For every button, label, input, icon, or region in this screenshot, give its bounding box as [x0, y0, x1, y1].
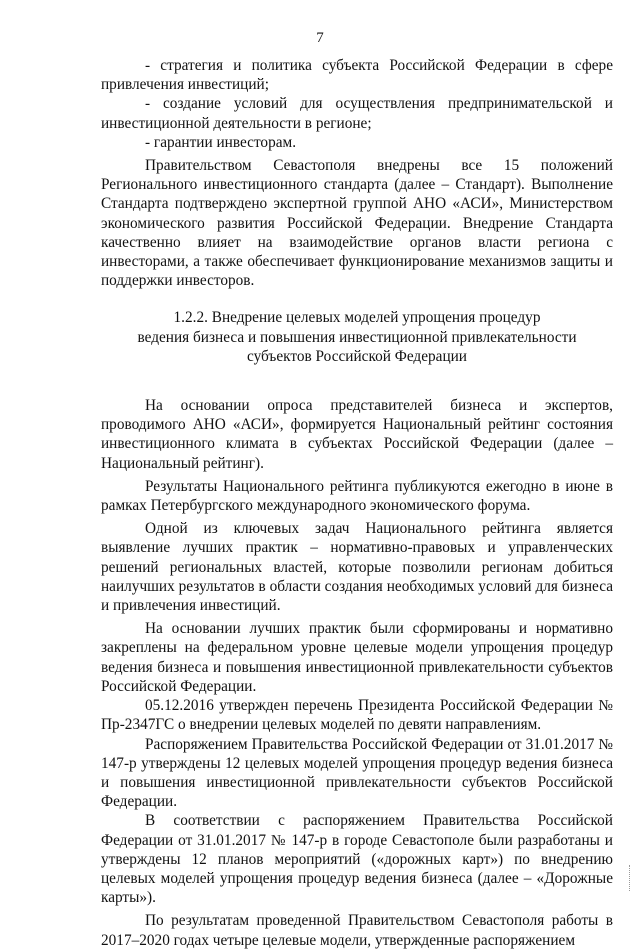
page-body	[101, 56, 613, 950]
section-heading-line: ведения бизнеса и повышения инвестиционной привлекательности	[137, 328, 577, 346]
paragraph-government-order: Распоряжением Правительства Российской Федерации от 31.01.2017 № 147-р утверждены 12 целевых моделей упрощения процедур ведения бизнеса и повышения инвестиционной привлекательности субъектов Российской Федерации.	[101, 735, 613, 811]
section-heading-line: субъектов Российской Федерации	[247, 347, 467, 365]
list-item-guarantees: - гарантии инвесторам.	[145, 133, 297, 151]
paragraph-rating-results: Результаты Национального рейтинга публикуются ежегодно в июне в рамках Петербургского международного экономического форума.	[101, 477, 613, 515]
section-heading	[101, 308, 613, 366]
section-heading-line: 1.2.2. Внедрение целевых моделей упрощения процедур	[173, 309, 541, 327]
page-number: 7	[316, 30, 324, 46]
scan-edge-mark	[629, 865, 636, 891]
paragraph-standard: Правительством Севастополя внедрены все 15 положений Регионального инвестиционного стандарта (далее – Стандарт). Выполнение Стандарта подтверждено экспертной группой АНО «АСИ», Министерством экономического развития Российской Федерации. Внедрение Стандарта качественно влияет на взаимодействие органов власти региона с инвесторами, а также обеспечивает функционирование механизмов защиты и поддержки инвесторов.	[101, 157, 613, 290]
list-item-conditions: - создание условий для осуществления предпринимательской и инвестиционной деятельности в регионе;	[101, 95, 613, 132]
list-item-strategy: - стратегия и политика субъекта Российской Федерации в сфере привлечения инвестиций;	[101, 57, 613, 94]
paragraph-presidential-list: 05.12.2016 утвержден перечень Президента Российской Федерации № Пр-2347ГС о внедрении целевых моделей по девяти направлениям.	[101, 697, 613, 734]
paragraph-target-models: На основании лучших практик были сформированы и нормативно закреплены на федеральном уровне целевые модели упрощения процедур ведения бизнеса и повышения инвестиционной привлекательности субъектов Российской Федерации.	[101, 620, 613, 695]
paragraph-roadmaps: В соответствии с распоряжением Правительства Российской Федерации от 31.01.2017 № 147-р в городе Севастополе были разработаны и утверждены 12 планов мероприятий («дорожных карт») по внедрению целевых моделей упрощения процедур ведения бизнеса (далее – «Дорожные карты»).	[101, 812, 613, 907]
paragraph-national-rating: На основании опроса представителей бизнеса и экспертов, проводимого АНО «АСИ», формируется Национальный рейтинг состояния инвестиционного климата в субъектах Российской Федерации (далее – Национальный рейтинг).	[101, 397, 613, 472]
paragraph-best-practices: Одной из ключевых задач Национального рейтинга является выявление лучших практик – нормативно-правовых и управленческих решений региональных властей, которые позволили регионам добиться наилучших результатов в области создания необходимых условий для бизнеса и привлечения инвестиций.	[101, 520, 613, 615]
paragraph-results: По результатам проведенной Правительством Севастополя работы в 2017–2020 годах четыре целевые модели, утвержденные распоряжением	[101, 912, 613, 949]
